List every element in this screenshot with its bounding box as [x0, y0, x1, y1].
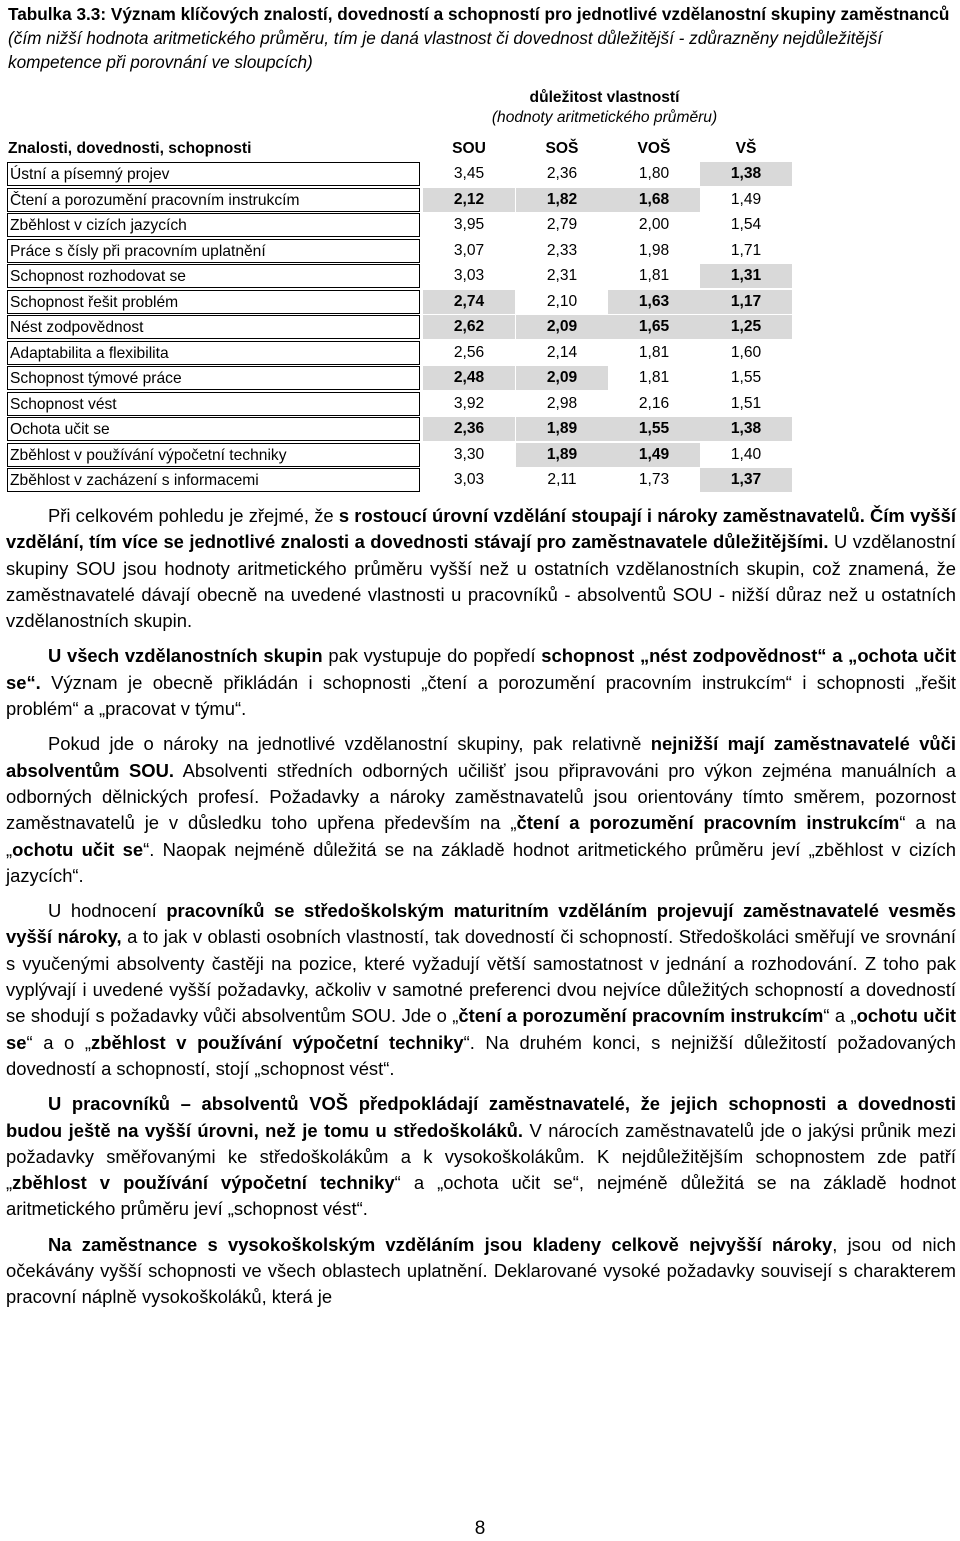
value-cell: 2,74	[423, 290, 515, 314]
emphasis-text: U všech vzdělanostních skupin	[48, 645, 323, 667]
text-run: U hodnocení	[48, 900, 167, 922]
caption-title: Význam klíčových znalostí, dovedností a schopností pro jednotlivé vzdělanostní skupiny zaměstnanců	[110, 4, 950, 24]
row-label: Schopnost rozhodovat se	[7, 264, 420, 288]
caption-note: (čím nižší hodnota aritmetického průměru, tím je daná vlastnost či dovednost důležitější - zdůrazněny nejdůležitější kompetence při porovnání ve sloupcích)	[8, 28, 883, 72]
table-row	[7, 290, 779, 316]
col-header-vos: VOŠ	[637, 140, 671, 157]
value-cell: 1,55	[608, 417, 700, 441]
value-cell: 2,09	[516, 366, 608, 390]
value-cell: 1,98	[638, 241, 670, 259]
value-cell: 1,60	[730, 343, 762, 361]
value-cell: 1,17	[700, 290, 792, 314]
value-cell: 2,62	[423, 315, 515, 339]
emphasis-text: čtení a porozumění pracovním instrukcím	[516, 812, 900, 834]
row-label: Nést zodpovědnost	[7, 315, 420, 339]
table-row	[7, 341, 779, 367]
text-run: pak vystupuje do popředí	[322, 645, 542, 667]
text-run: a to jak v oblasti osobních vlastností, tak dovedností či schopností. Středoškoláci směřují ve srovnání s vyučenými absolventy častěji na pozice, které vyžadují větší samostatnost v jednání a rozhodování. Z toho pak vyplývají i uvedené vyšší požadavky, ačkoliv v samotné preferenci dvou nejvíce důležitých schopností a dovedností se shodují s požadavky vůči absolventům SOU. Jde o „	[6, 926, 956, 1027]
value-cell: 2,33	[546, 241, 578, 259]
col-header-sos: SOŠ	[545, 140, 579, 157]
emphasis-text: zběhlost v používání výpočetní techniky	[91, 1031, 464, 1053]
value-cell: 1,49	[730, 190, 762, 208]
row-label: Adaptabilita a flexibilita	[7, 341, 420, 365]
emphasis-text: nejnižší mají zaměstnavatelé vůči absolventům SOU.	[6, 733, 957, 781]
value-cell: 1,25	[700, 315, 792, 339]
value-cell: 2,10	[546, 292, 578, 310]
row-label: Schopnost řešit problém	[7, 290, 420, 314]
value-cell: 2,98	[546, 394, 578, 412]
table-row	[7, 366, 779, 392]
value-cell: 1,81	[638, 267, 670, 284]
value-cell: 3,45	[453, 165, 485, 182]
row-label: Ústní a písemný projev	[7, 162, 420, 186]
value-cell: 1,38	[700, 162, 792, 186]
value-cell: 1,81	[638, 369, 670, 386]
emphasis-text: s rostoucí úrovní vzdělání stoupají i nároky zaměstnavatelů. Čím vyšší vzdělání, tím více se jednotlivé znalosti a dovednosti stávají pro zaměstnavatele důležitějšími.	[6, 505, 956, 553]
value-cell: 1,80	[638, 165, 670, 182]
row-label: Čtení a porozumění pracovním instrukcím	[7, 188, 420, 212]
text-run: “ a o „	[26, 1031, 92, 1053]
table-row	[7, 468, 779, 494]
paragraph-2	[6, 643, 956, 722]
paragraph-5	[6, 1091, 956, 1222]
row-label: Zběhlost v cizích jazycích	[7, 213, 420, 237]
emphasis-text: čtení a porozumění pracovním instrukcím	[458, 1005, 824, 1027]
value-cell: 2,36	[546, 165, 578, 182]
value-cell: 1,31	[700, 264, 792, 288]
col-header-sou: SOU	[452, 140, 486, 157]
paragraph-3	[6, 731, 956, 889]
group-header-title: důležitost vlastností	[529, 89, 680, 106]
value-cell: 3,03	[453, 267, 485, 284]
value-cell: 1,73	[638, 471, 670, 488]
value-cell: 1,81	[638, 343, 670, 361]
group-header-subtitle: (hodnoty aritmetického průměru)	[491, 109, 718, 126]
table-caption	[8, 2, 956, 74]
emphasis-text: ochotu učit se	[12, 838, 144, 860]
table-row	[7, 264, 779, 290]
row-label: Ochota učit se	[7, 417, 420, 441]
value-cell: 1,65	[608, 315, 700, 339]
value-cell: 3,30	[453, 445, 485, 463]
paragraph-6	[6, 1232, 956, 1311]
row-label: Zběhlost v používání výpočetní techniky	[7, 443, 420, 467]
text-run: “. Naopak nejméně důležitá se na základě hodnot aritmetického průměru jeví „zběhlost v cizích jazycích“.	[6, 838, 956, 886]
value-cell: 1,54	[730, 216, 762, 233]
value-cell: 1,89	[516, 443, 608, 467]
value-cell: 2,12	[423, 188, 515, 212]
value-cell: 1,49	[608, 443, 700, 467]
value-cell: 1,37	[700, 468, 792, 492]
value-cell: 2,31	[546, 267, 578, 284]
text-run: U vzdělanostní skupiny SOU jsou hodnoty aritmetického průměru vyšší než u ostatních vzdělanostních skupin, což znamená, že zaměstnavatelé dávají obecně na uvedené vlastnosti u pracovníků - absolventů SOU - nižší důraz než u ostatních vzdělanostních skupin.	[6, 531, 956, 632]
value-cell: 1,71	[730, 241, 762, 259]
table-row	[7, 162, 779, 188]
table-row	[7, 443, 779, 469]
text-run: “ a „	[823, 1005, 857, 1027]
value-cell: 3,07	[453, 241, 485, 259]
value-cell: 2,00	[638, 216, 670, 233]
caption-label: Tabulka 3.3:	[8, 4, 107, 24]
row-label: Schopnost týmové práce	[7, 366, 420, 390]
value-cell: 2,56	[453, 343, 485, 361]
col-header-vs: VŠ	[735, 140, 757, 157]
value-cell: 1,38	[700, 417, 792, 441]
value-cell: 1,55	[730, 369, 762, 386]
value-cell: 1,82	[516, 188, 608, 212]
table-row	[7, 417, 779, 443]
value-cell: 1,63	[608, 290, 700, 314]
value-cell: 1,40	[730, 445, 762, 463]
text-run: V nárocích zaměstnavatelů jde o jakýsi průnik mezi požadavky směřovanými ke středoškolákům a k vysokoškolákům. K nejdůležitějším schopnostem zde patří „	[6, 1119, 956, 1194]
text-run: Význam je obecně přikládán i schopnosti „čtení a porozumění pracovním instrukcím“ i schopnosti „řešit problém“ a „pracovat v týmu“.	[6, 671, 956, 720]
row-header: Znalosti, dovednosti, schopnosti	[8, 140, 252, 157]
value-cell: 2,79	[546, 216, 578, 233]
value-cell: 2,14	[546, 343, 578, 361]
table-row	[7, 213, 779, 239]
emphasis-text: Na zaměstnance s vysokoškolským vzděláním jsou kladeny celkově nejvyšší nároky	[48, 1233, 833, 1255]
emphasis-text: pracovníků se středoškolským maturitním vzděláním projevují zaměstnavatelé vesměs vyšší nároky,	[6, 900, 956, 948]
table-row	[7, 188, 779, 214]
table-body	[7, 162, 779, 494]
emphasis-text: ochotu učit se	[6, 1005, 957, 1053]
paragraph-1	[6, 503, 956, 634]
page-number: 8	[474, 1518, 486, 1539]
value-cell: 1,51	[730, 394, 762, 412]
row-label: Schopnost vést	[7, 392, 420, 416]
value-cell: 1,89	[516, 417, 608, 441]
text-run: “. Na druhém konci, s nejnižší důležitostí požadovaných dovedností a schopností, stojí „schopnost vést“.	[6, 1031, 956, 1079]
text-run: Při celkovém pohledu je zřejmé, že	[48, 505, 339, 526]
emphasis-text: schopnost „nést zodpovědnost“ a „ochota učit se“.	[6, 645, 956, 693]
table-row	[7, 315, 779, 341]
row-label: Zběhlost v zacházení s informacemi	[7, 468, 420, 492]
value-cell: 1,68	[608, 188, 700, 212]
body-text	[6, 503, 956, 1311]
emphasis-text: U pracovníků – absolventů VOŠ předpokládají zaměstnavatelé, že jejich schopnosti a dovednosti budou ještě na vyšší úrovni, než je tomu u středoškoláků.	[6, 1093, 956, 1141]
text-run: Pokud jde o nároky na jednotlivé vzdělanostní skupiny, pak relativně	[48, 733, 651, 755]
text-run: “ a „ochota učit se“, nejméně důležitá se na základě hodnot aritmetického průměru jeví „schopnost vést“.	[6, 1172, 956, 1220]
value-cell: 3,92	[453, 394, 485, 412]
value-cell: 2,09	[516, 315, 608, 339]
table-row	[7, 392, 779, 418]
table-row	[7, 239, 779, 265]
value-cell: 3,95	[453, 216, 485, 233]
paragraph-4	[6, 898, 956, 1082]
text-run: “ a na „	[6, 812, 956, 860]
text-run: , jsou od nich očekávány vyšší schopnosti ve všech oblastech uplatnění. Deklarované vysoké požadavky souvisejí s charakterem pracovní náplně vysokoškoláků, která je	[6, 1233, 956, 1308]
value-cell: 2,11	[547, 471, 577, 488]
text-run: Absolventi středních odborných učilišť jsou připravováni pro výkon zejména manuálních a odborných dělnických profesí. Požadavky a nároky zaměstnavatelů jsou orientovány tímto směrem, pozornost zaměstnavatelů je v důsledku toho upřena především na „	[6, 759, 956, 834]
emphasis-text: zběhlost v používání výpočetní techniky	[12, 1172, 395, 1194]
value-cell: 2,48	[423, 366, 515, 390]
value-cell: 3,03	[453, 471, 485, 488]
group-header	[427, 88, 782, 128]
row-label: Práce s čísly při pracovním uplatnění	[7, 239, 420, 263]
value-cell: 2,16	[638, 394, 670, 412]
value-cell: 2,36	[423, 417, 515, 441]
